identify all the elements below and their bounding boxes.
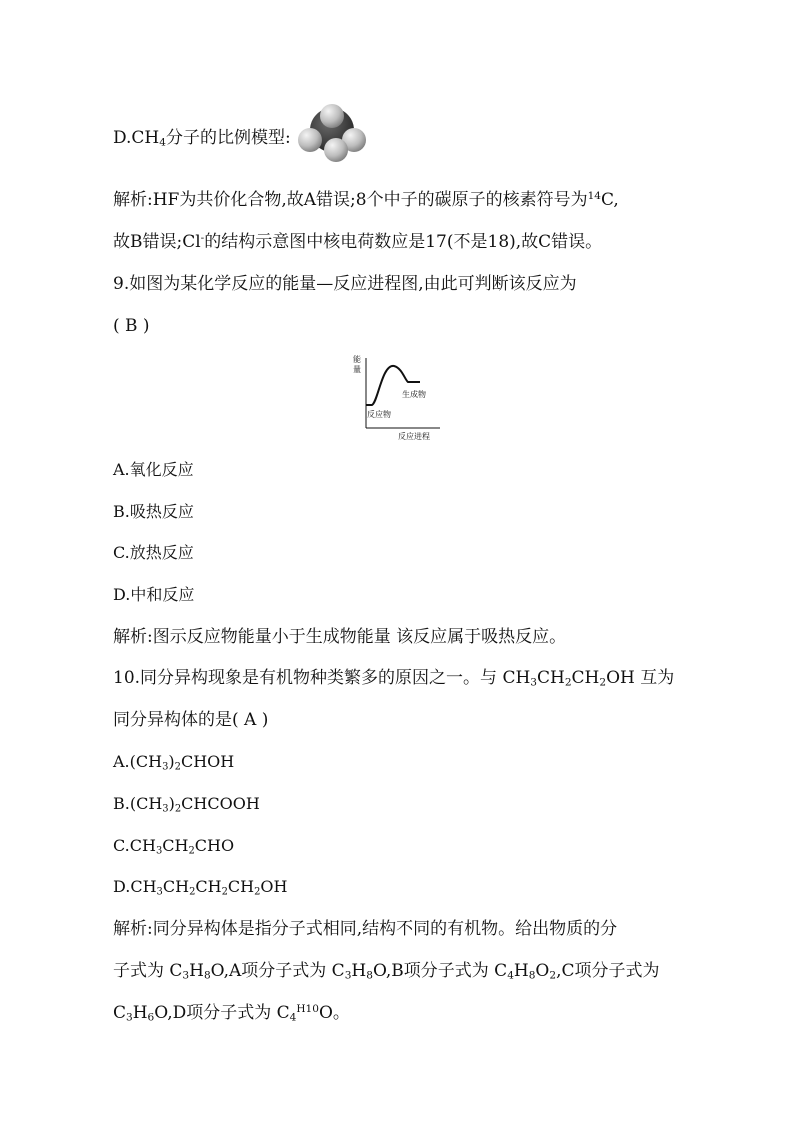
diagram-label-product: 生成物 xyxy=(402,390,426,399)
q9-option-c: C.放热反应 xyxy=(113,543,194,562)
q10-stem-line1: 10.同分异构现象是有机物种类繁多的原因之一。与 $CH_3CH_2CH_2OH$ 互为 xyxy=(113,668,675,689)
q9-stem: 9.如图为某化学反应的能量—反应进程图,由此可判断该反应为 xyxy=(113,274,577,294)
q9-answer: ( B ) xyxy=(113,316,150,336)
q9-option-a: A.氧化反应 xyxy=(113,460,194,479)
energy-reaction-diagram xyxy=(352,352,444,444)
diagram-ylabel-1: 能 xyxy=(353,355,361,364)
diagram-label-reactant: 反应物 xyxy=(367,410,391,419)
q10-option-d: $D.CH_3CH_2CH_2CH_2OH$ xyxy=(113,877,288,898)
q10-stem-line2: 同分异构体的是( A ) xyxy=(113,710,269,730)
q10-option-b: $B.(CH_3)_2CHCOOH$ xyxy=(113,794,260,815)
q8-analysis-line1: 解析:HF为共价化合物,故A错误;8个中子的碳原子的核素符号为$^{14}$C, xyxy=(113,190,619,210)
q10-option-a: $A.(CH_3)_2CHOH$ xyxy=(113,752,235,773)
q10-analysis-line2: 子式为 $C_3H_8O,A$项分子式为 $C_3H_8O,B$项分子式为 $C_4H_8O_2,C$项分子式为 xyxy=(113,961,660,982)
q8-analysis-line2: 故B错误;Cl-的结构示意图中核电荷数应是17(不是18),故C错误。 xyxy=(113,232,603,252)
q10-analysis-line3: $C_3H_6O,D$项分子式为 $C_4^{H10}O$。 xyxy=(113,1003,350,1024)
q10-analysis-line1: 解析:同分异构体是指分子式相同,结构不同的有机物。给出物质的分 xyxy=(113,919,618,939)
q9-option-d: D.中和反应 xyxy=(113,585,195,604)
diagram-xlabel: 反应进程 xyxy=(398,432,430,441)
energy-curve xyxy=(366,366,420,405)
q8-option-d: $D.CH_4$分子的比例模型: xyxy=(113,128,291,149)
q10-option-c: $C.CH_3CH_2CHO$ xyxy=(113,836,235,857)
ch4-space-filling-model xyxy=(296,100,368,164)
diagram-ylabel-2: 量 xyxy=(353,365,361,374)
q9-option-b: B.吸热反应 xyxy=(113,502,194,521)
q9-analysis: 解析:图示反应物能量小于生成物能量 该反应属于吸热反应。 xyxy=(113,627,567,647)
